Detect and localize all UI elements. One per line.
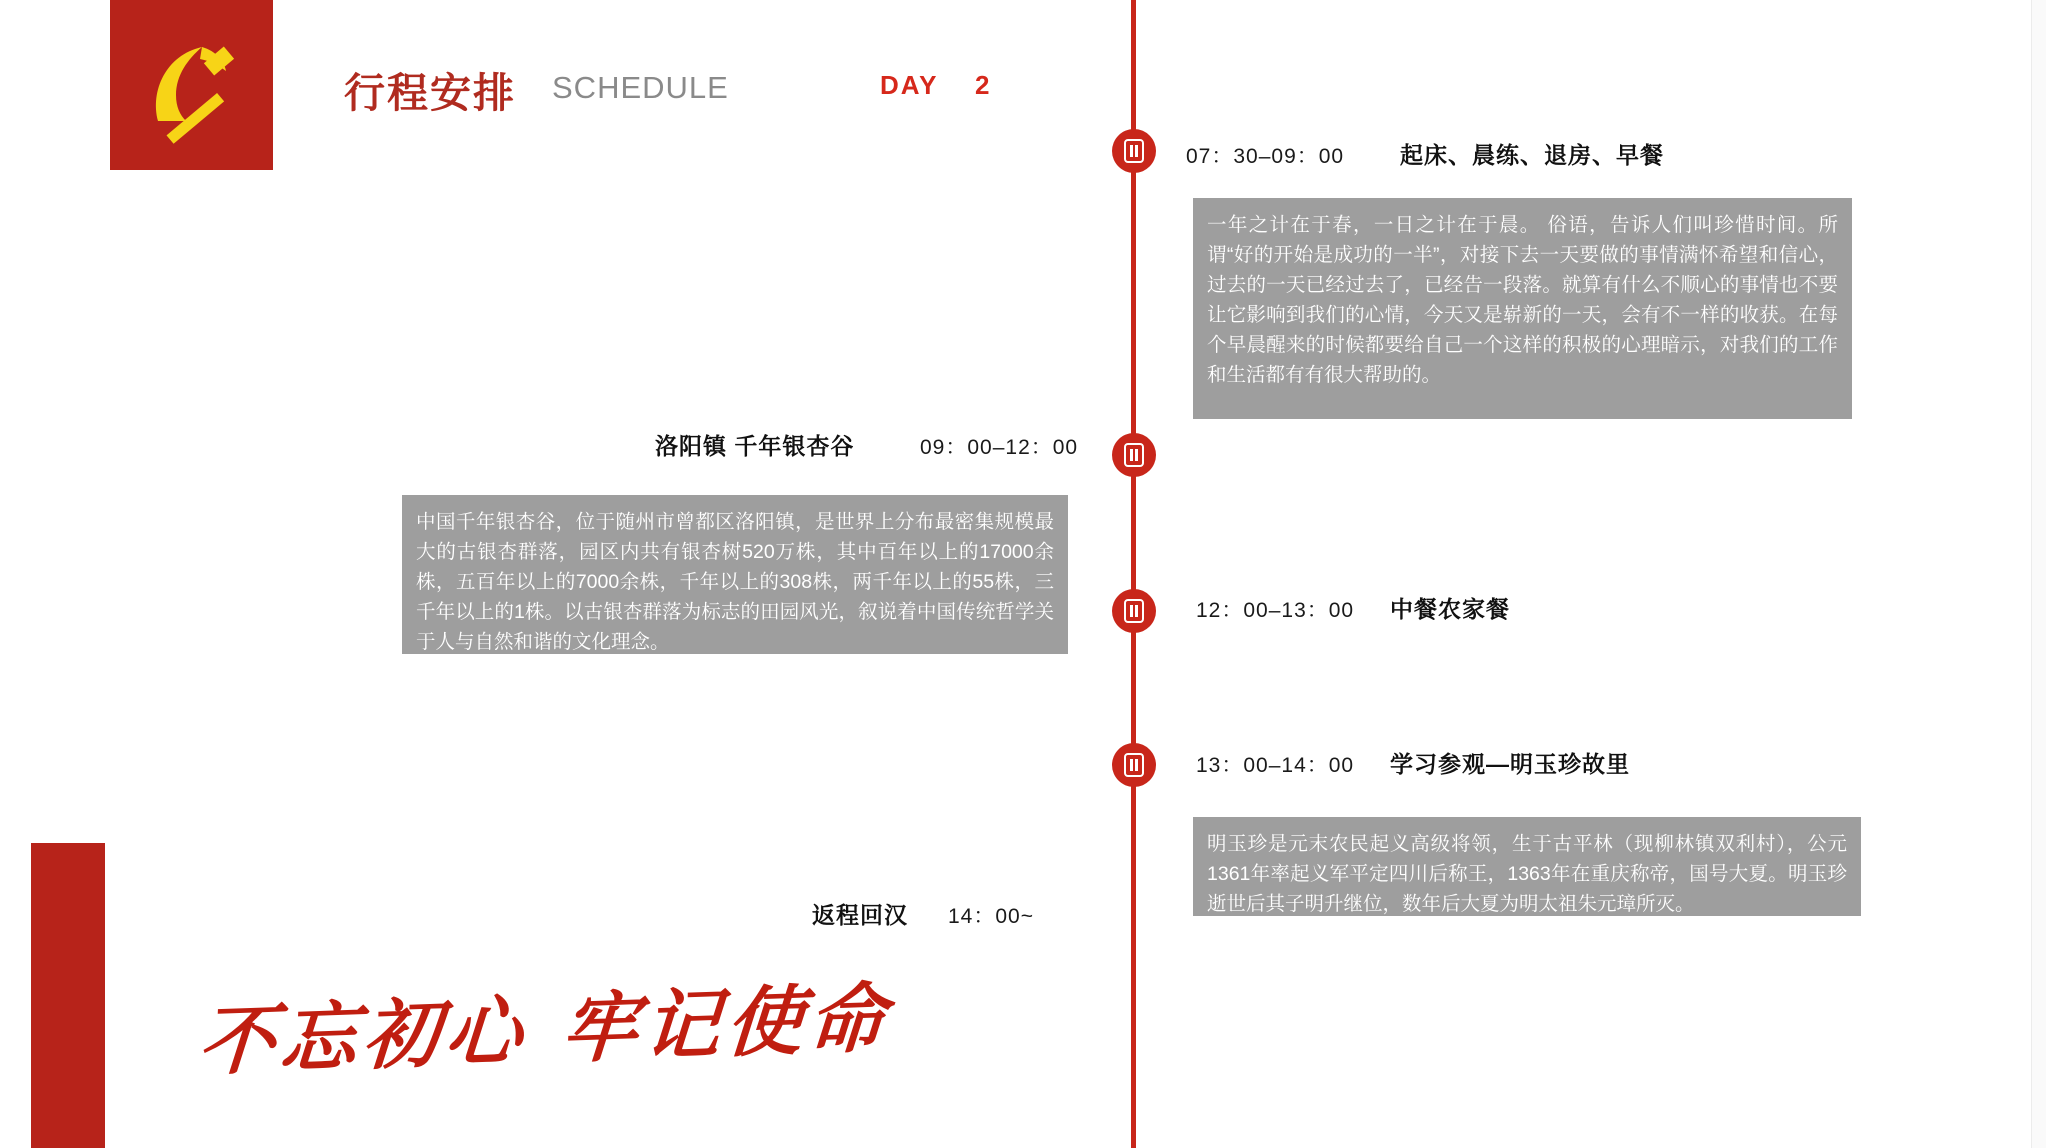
day-number: 2 xyxy=(975,70,990,100)
bottom-left-red-bar xyxy=(31,843,105,1148)
event-time-ginkgo: 09：00–12：00 xyxy=(920,436,1079,459)
page-title-en: SCHEDULE xyxy=(552,70,729,105)
timeline-node-3 xyxy=(1112,589,1156,633)
event-time-morning: 07：30–09：00 xyxy=(1186,145,1345,168)
event-title-visit: 学习参观—明玉珍故里 xyxy=(1390,751,1630,777)
timeline-node-2 xyxy=(1112,433,1156,477)
timeline-node-4 xyxy=(1112,743,1156,787)
page-edge-strip xyxy=(2031,0,2046,1148)
event-time-lunch: 12：00–13：00 xyxy=(1196,599,1355,622)
event-desc-visit: 明玉珍是元末农民起义高级将领，生于古平林（现柳林镇双利村），公元1361年率起义军平定四川后称王，1363年在重庆称帝，国号大夏。明玉珍逝世后其子明升继位，数年后大夏为明太祖朱元璋所灭。 xyxy=(1193,817,1861,916)
hammer-and-sickle-icon xyxy=(110,0,273,170)
slogan-calligraphy xyxy=(195,970,894,1090)
event-desc-morning: 一年之计在于春，一日之计在于晨。 俗语，告诉人们叫珍惜时间。所谓“好的开始是成功的一半”，对接下去一天要做的事情满怀希望和信心，过去的一天已经过去了，已经告一段落。就算有什么不顺心的事情也不要让它影响到我们的心情，今天又是崭新的一天，会有不一样的收获。在每个早晨醒来的时候都要给自己一个这样的积极的心理暗示，对我们的工作和生活都有有很大帮助的。 xyxy=(1193,198,1852,419)
slogan-part-2: 牢记使命 xyxy=(558,977,894,1073)
event-time-return: 14：00~ xyxy=(948,905,1034,928)
event-desc-ginkgo: 中国千年银杏谷，位于随州市曾都区洛阳镇，是世界上分布最密集规模最大的古银杏群落，园区内共有银杏树520万株，其中百年以上的17000余株，五百年以上的7000余株，千年以上的308株，两千年以上的55株，三千年以上的1株。以古银杏群落为标志的田园风光，叙说着中国传统哲学关于人与自然和谐的文化理念。 xyxy=(402,495,1068,654)
event-title-morning: 起床、晨练、退房、早餐 xyxy=(1400,142,1664,168)
slogan-part-1: 不忘初心 xyxy=(195,989,531,1086)
event-title-lunch: 中餐农家餐 xyxy=(1390,596,1510,622)
event-title-ginkgo: 洛阳镇 千年银杏谷 xyxy=(655,433,855,459)
party-emblem-block xyxy=(110,0,273,170)
event-title-return: 返程回汉 xyxy=(812,902,908,928)
page-title: 行程安排 xyxy=(344,70,516,116)
event-time-visit: 13：00–14：00 xyxy=(1196,754,1355,777)
timeline-node-1 xyxy=(1112,129,1156,173)
day-label: DAY xyxy=(880,70,939,100)
